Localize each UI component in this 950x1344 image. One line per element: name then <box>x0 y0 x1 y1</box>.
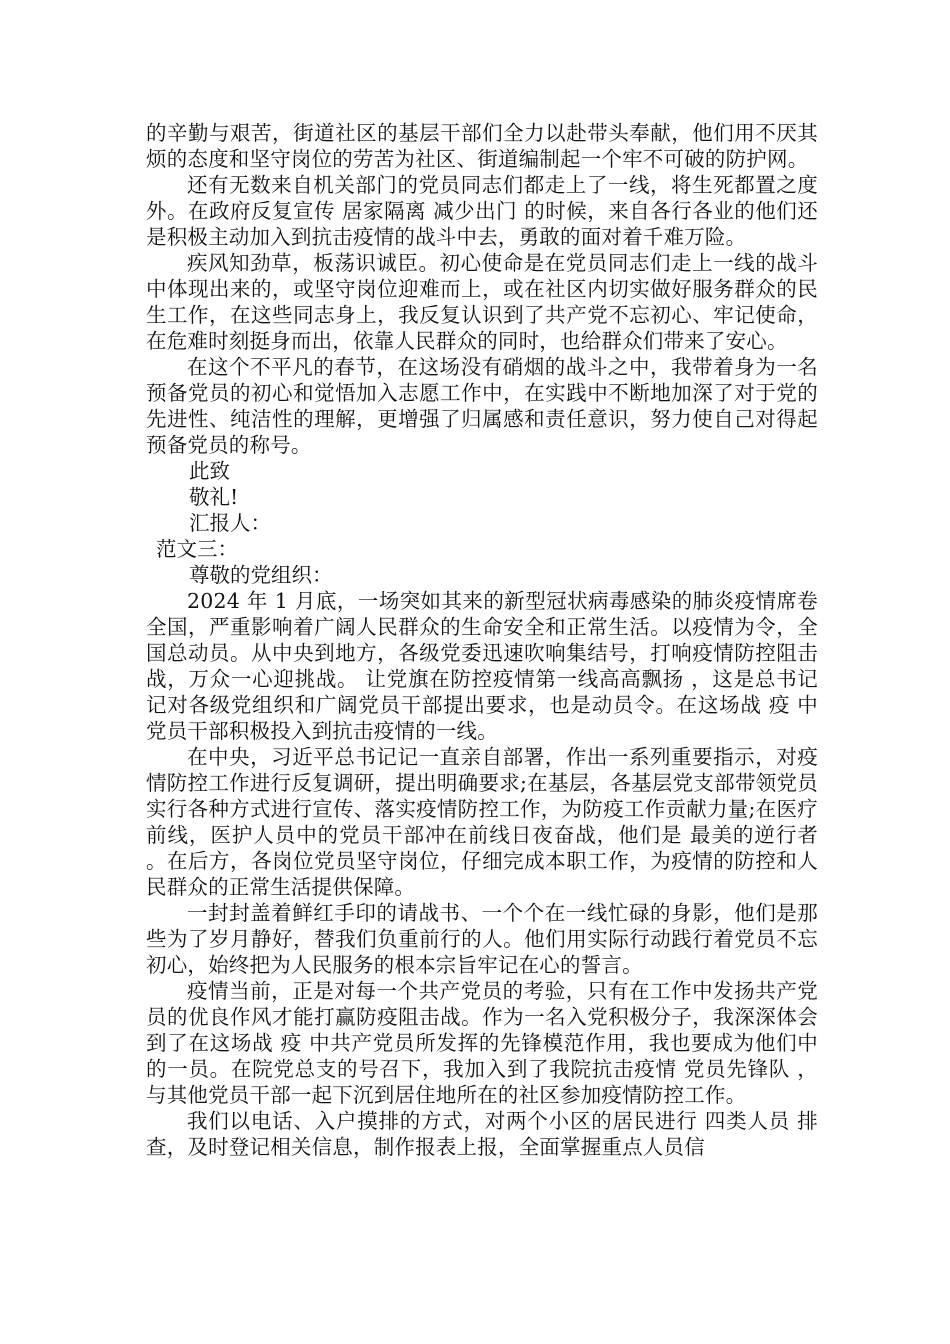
paragraph-continued: 的辛勤与艰苦，街道社区的基层干部们全力以赴带头奉献，他们用不厌其烦的态度和坚守岗位的劳苦为社区、街道编制起一个牢不可破的防护网。 <box>146 121 818 171</box>
body-paragraph: 2024 年 1 月底，一场突如其来的新型冠状病毒感染的肺炎疫情席卷全国，严重影响着广阔人民群众的生命安全和正常生活。以疫情为令，全国总动员。从中央到地方，各级党委迅速吹响集结号，打响疫情防控阻击战，万众一心迎挑战。 让党旗在防控疫情第一线高高飘扬 ，这是总书记记对各级党组织和广阔党员干部提出要求，也是动员令。在这场战 疫 中党员干部积极投入到抗击疫情的一线。 <box>146 589 818 743</box>
body-paragraph: 疫情当前，正是对每一个共产党员的考验，只有在工作中发扬共产党员的优良作风才能打赢防疫阻击战。作为一名入党积极分子，我深深体会到了在这场战 疫 中共产党员所发挥的先锋模范作用，我也要成为他们中的一员。在院党总支的号召下，我加入到了我院抗击疫情 党员先锋队 ，与其他党员干部一起下沉到居住地所在的社区参加疫情防控工作。 <box>146 979 818 1107</box>
body-paragraph: 在中央，习近平总书记记一直亲自部署，作出一系列重要指示，对疫情防控工作进行反复调研，提出明确要求;在基层，各基层党支部带领党员实行各种方式进行宣传、落实疫情防控工作，为防疫工作贡献力量;在医疗前线，医护人员中的党员干部冲在前线日夜奋战，他们是 最美的逆行者 。在后方，各岗位党员坚守岗位，仔细完成本职工作，为疫情的防控和人民群众的正常生活提供保障。 <box>146 745 818 899</box>
paragraph: 疾风知劲草，板荡识诚臣。初心使命是在党员同志们走上一线的战斗中体现出来的，或坚守岗位迎难而上，或在社区内切实做好服务群众的民生工作，在这些同志身上，我反复认识到了共产党不忘初心、牢记使命，在危难时刻挺身而出，依靠人民群众的同时，也给群众们带来了安心。 <box>146 251 818 353</box>
paragraph: 还有无数来自机关部门的党员同志们都走上了一线，将生死都置之度外。在政府反复宣传 居家隔离 减少出门 的时候，来自各行各业的他们还是积极主动加入到抗击疫情的战斗中去，勇敢的面对着千难万险。 <box>146 173 818 249</box>
salutation: 尊敬的党组织： <box>189 563 333 587</box>
closing-regards: 此致 <box>189 459 230 483</box>
body-paragraph: 我们以电话、入户摸排的方式，对两个小区的居民进行 四类人员 排查，及时登记相关信息，制作报表上报，全面掌握重点人员信 <box>146 1109 818 1159</box>
body-paragraph: 一封封盖着鲜红手印的请战书、一个个在一线忙碌的身影，他们是那些为了岁月静好，替我们负重前行的人。他们用实际行动践行着党员不忘初心，始终把为人民服务的根本宗旨牢记在心的誓言。 <box>146 901 818 977</box>
paragraph: 在这个不平凡的春节，在这场没有硝烟的战斗之中，我带着身为一名预备党员的初心和觉悟加入志愿工作中，在实践中不断地加深了对于党的先进性、纯洁性的理解，更增强了归属感和责任意识，努力使自己对得起预备党员的称号。 <box>146 355 818 457</box>
document-page <box>146 120 818 1160</box>
section-title: 范文三： <box>156 537 238 561</box>
closing-salute: 敬礼! <box>189 485 239 509</box>
closing-reporter: 汇报人： <box>189 511 271 535</box>
